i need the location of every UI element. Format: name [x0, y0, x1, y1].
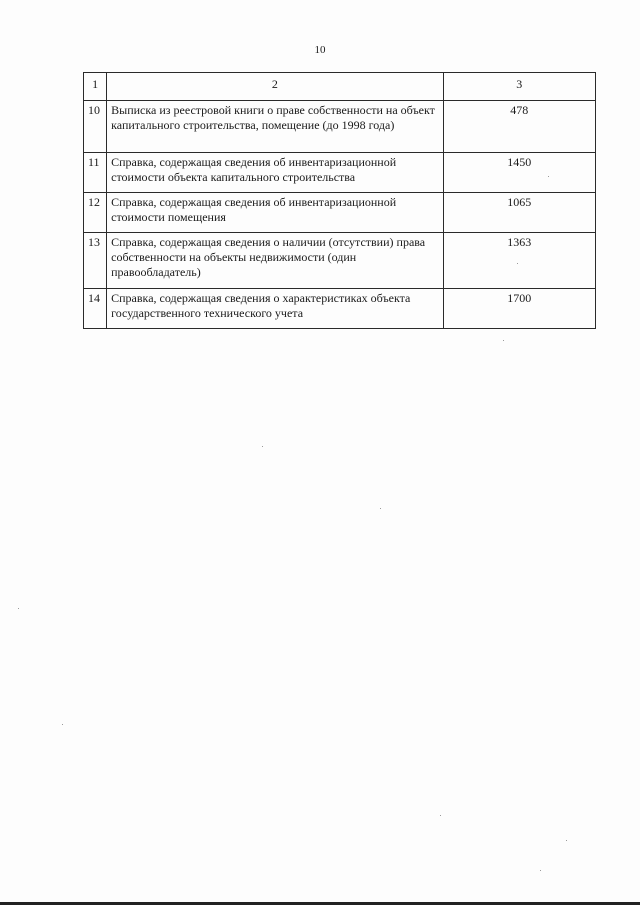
row-number: 13	[84, 233, 107, 289]
row-description: Справка, содержащая сведения об инвентаризационной стоимости объекта капитального строительства	[107, 153, 443, 193]
row-description: Справка, содержащая сведения о характеристиках объекта государственного технического учета	[107, 289, 443, 329]
table-header-row	[84, 73, 596, 101]
table-row	[84, 101, 596, 153]
scan-speck	[440, 815, 441, 816]
table-row	[84, 289, 596, 329]
row-value: 1065	[443, 193, 595, 233]
row-number: 14	[84, 289, 107, 329]
scan-speck	[380, 508, 381, 509]
row-value: 478	[443, 101, 595, 153]
table-row	[84, 233, 596, 289]
scan-speck	[18, 608, 19, 609]
row-number: 11	[84, 153, 107, 193]
row-description: Справка, содержащая сведения о наличии (отсутствии) права собственности на объекты недвижимости (один правообладатель)	[107, 233, 443, 289]
row-description: Справка, содержащая сведения об инвентаризационной стоимости помещения	[107, 193, 443, 233]
scan-speck	[540, 870, 541, 871]
scan-speck	[548, 176, 549, 177]
row-value: 1700	[443, 289, 595, 329]
header-cell-col1: 1	[84, 73, 107, 101]
scan-speck	[262, 446, 263, 447]
table-row	[84, 153, 596, 193]
table-row	[84, 193, 596, 233]
header-cell-col3: 3	[443, 73, 595, 101]
row-description: Выписка из реестровой книги о праве собственности на объект капитального строительства, помещение (до 1998 года)	[107, 101, 443, 153]
row-value: 1450	[443, 153, 595, 193]
page-number: 10	[314, 44, 326, 56]
scan-speck	[503, 340, 504, 341]
header-cell-col2: 2	[107, 73, 443, 101]
row-value: 1363	[443, 233, 595, 289]
scan-speck	[62, 724, 63, 725]
fees-table	[83, 72, 596, 329]
row-number: 10	[84, 101, 107, 153]
scan-speck	[517, 263, 518, 264]
scan-speck	[566, 840, 567, 841]
row-number: 12	[84, 193, 107, 233]
